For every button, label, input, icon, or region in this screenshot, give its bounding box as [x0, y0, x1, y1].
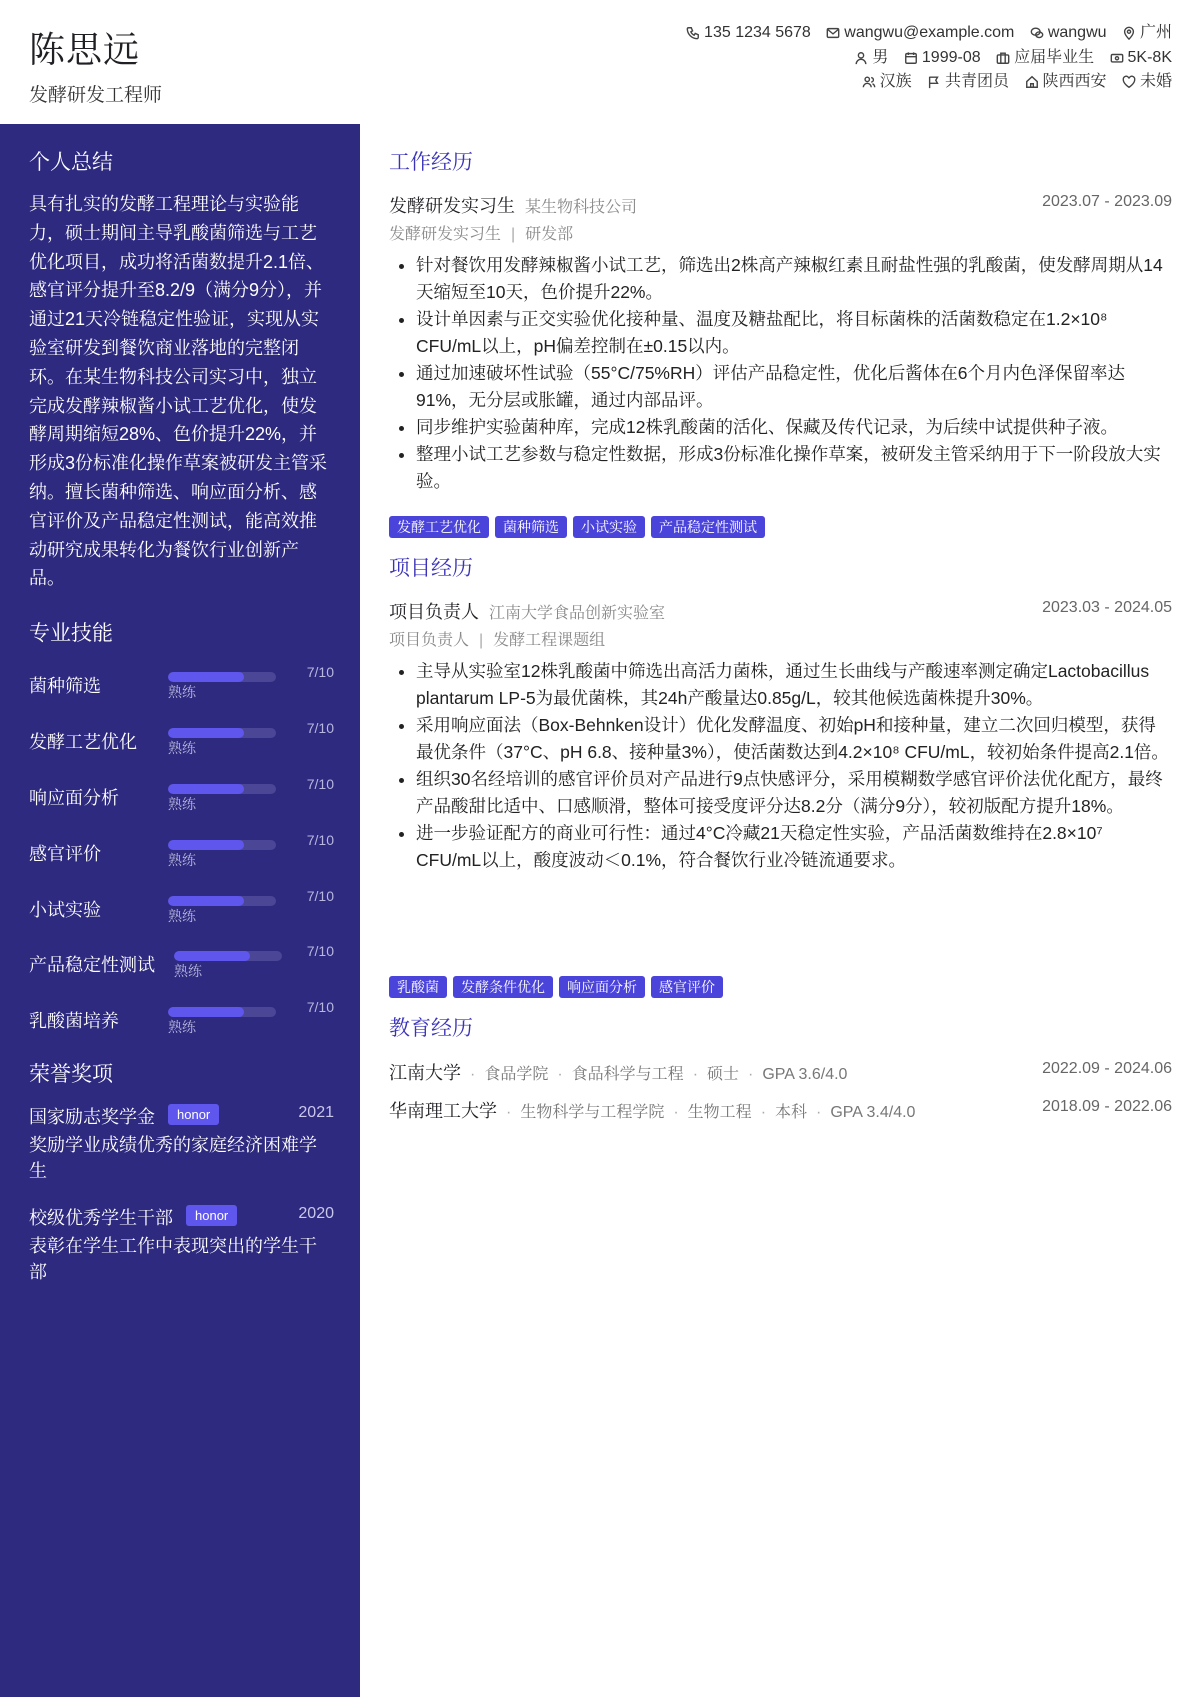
wechat-text: wangwu — [1047, 24, 1107, 41]
city-text: 广州 — [1139, 24, 1172, 41]
mail-icon — [826, 26, 840, 40]
summary-section-title: 个人总结 — [29, 151, 113, 174]
skill-bar — [168, 672, 276, 682]
skill-tag: 菌种筛选 — [495, 516, 567, 538]
separator-dot: · — [506, 1104, 512, 1121]
list-item: • 主导从实验室12株乳酸菌中筛选出高活力菌株，通过生长曲线与产酸速率测定确定Lactobacillus plantarum LP-5为最优菌株，其24h产酸量达0.85g/L，较其他候选菌株提升30%。 — [416, 658, 1172, 712]
birth-item — [904, 46, 981, 70]
skill-tag: 小试实验 — [573, 516, 645, 538]
work-bullets — [389, 252, 1172, 495]
list-item: • 通过加速破坏性试验（55°C/75%RH）评估产品稳定性，优化后酱体在6个月内色泽保留率达91%，无分层或胀罐，通过内部品评。 — [416, 360, 1172, 414]
skill-score: 7/10 — [306, 776, 334, 792]
skill-name: 小试实验 — [29, 900, 101, 920]
skill-bar — [168, 1007, 276, 1017]
skill-bar-fill — [168, 672, 244, 682]
skill-bar-fill — [168, 728, 244, 738]
honor-name: 国家励志奖学金 — [29, 1107, 155, 1127]
skill-tag: 乳酸菌 — [389, 976, 447, 998]
gender-item — [854, 46, 888, 70]
ethnicity-item — [862, 70, 912, 94]
work-entry-sub — [389, 221, 573, 244]
skill-name: 菌种筛选 — [29, 676, 101, 696]
project-sep: | — [479, 632, 484, 649]
separator-dot: · — [816, 1104, 822, 1121]
list-item: • 进一步验证配方的商业可行性：通过4°C冷藏21天稳定性实验，产品活菌数维持在2.8×10⁷ CFU/mL以上，酸度波动＜0.1%，符合餐饮行业冷链流通要求。 — [416, 820, 1172, 874]
heart-icon — [1122, 75, 1136, 89]
work-entry-header — [389, 192, 1172, 218]
candidate-name: 陈思远 — [29, 29, 141, 70]
separator-dot: · — [748, 1066, 754, 1083]
job-title: 发酵研发工程师 — [29, 85, 163, 106]
phone-icon — [686, 26, 700, 40]
skill-bar-fill — [168, 840, 244, 850]
skills-section-title: 专业技能 — [29, 622, 113, 645]
skill-score: 7/10 — [306, 999, 334, 1015]
status-item — [996, 46, 1094, 70]
gpa: GPA 3.4/4.0 — [830, 1104, 916, 1121]
skill-level: 熟练 — [174, 963, 202, 979]
city-item — [1122, 21, 1172, 45]
work-role: 发酵研发实习生 — [389, 196, 515, 216]
skill-level: 熟练 — [168, 908, 196, 924]
list-item: • 针对餐饮用发酵辣椒酱小试工艺，筛选出2株高产辣椒红素且耐盐性强的乳酸菌，使发酵周期从14天缩短至10天，色价提升22%。 — [416, 252, 1172, 306]
phone-text: 135 1234 5678 — [704, 24, 811, 41]
politics-item — [927, 70, 1009, 94]
work-tags — [389, 516, 771, 538]
skill-level: 熟练 — [168, 684, 196, 700]
skill-name: 感官评价 — [29, 844, 101, 864]
skill-score: 7/10 — [306, 832, 334, 848]
separator-dot: · — [673, 1104, 679, 1121]
project-org: 江南大学食品创新实验室 — [489, 605, 666, 622]
skill-bar-fill — [168, 784, 244, 794]
skill-level: 熟练 — [168, 1019, 196, 1035]
project-bullets — [389, 658, 1172, 874]
degree: 本科 — [775, 1104, 808, 1121]
project-dept: 发酵工程课题组 — [493, 632, 606, 649]
email-text: wangwu@example.com — [844, 24, 1015, 41]
phone-item[interactable] — [686, 21, 811, 45]
separator-dot: · — [692, 1066, 699, 1083]
calendar-icon — [904, 51, 918, 65]
separator-dot: · — [557, 1066, 563, 1083]
honor-year: 2020 — [298, 1205, 334, 1222]
school-name: 华南理工大学 — [389, 1101, 497, 1121]
politics-text: 共青团员 — [945, 73, 1010, 90]
list-item: • 采用响应面法（Box-Behnken设计）优化发酵温度、初始pH和接种量，建立二次回归模型，获得最优条件（37°C、pH 6.8、接种量3%），使活菌数达到4.2×10⁸ CFU/mL，较初始条件提高2.1倍。 — [416, 712, 1172, 766]
skill-item — [29, 720, 334, 770]
gender-text: 男 — [872, 48, 889, 66]
education-item — [389, 1059, 1172, 1085]
sidebar — [0, 124, 360, 1697]
skill-tag: 感官评价 — [651, 976, 723, 998]
skill-bar — [168, 784, 276, 794]
list-item: • 组织30名经培训的感官评价员对产品进行9点快感评分，采用模糊数学感官评价法优化配方，最终产品酸甜比适中、口感顺滑，整体可接受度评分达8.2分（满分9分），较初版配方提升18%。 — [416, 766, 1172, 820]
skill-item — [29, 664, 334, 714]
marital-text: 未婚 — [1139, 73, 1172, 90]
skill-name: 响应面分析 — [29, 788, 119, 808]
skill-tag: 发酵条件优化 — [453, 976, 553, 998]
degree: 硕士 — [707, 1066, 740, 1083]
separator-dot: · — [470, 1066, 476, 1083]
list-item: • 设计单因素与正交实验优化接种量、温度及糖盐配比，将目标菌株的活菌数稳定在1.2×10⁸ CFU/mL以上，pH偏差控制在±0.15以内。 — [416, 306, 1172, 360]
skill-bar — [174, 951, 282, 961]
briefcase-icon — [996, 51, 1010, 65]
honor-desc: 奖励学业成绩优秀的家庭经济困难学生 — [29, 1135, 317, 1181]
skill-item — [29, 832, 334, 882]
skill-tag: 响应面分析 — [559, 976, 645, 998]
project-tags — [389, 976, 729, 998]
education-date: 2018.09 - 2022.06 — [1042, 1098, 1172, 1115]
project-entry-header — [389, 598, 1172, 624]
home-icon — [1025, 75, 1039, 89]
wechat-icon — [1030, 26, 1044, 40]
skill-tag: 发酵工艺优化 — [389, 516, 489, 538]
project-date: 2023.03 - 2024.05 — [1042, 599, 1172, 616]
skill-item — [29, 888, 334, 938]
status-text: 应届毕业生 — [1014, 48, 1095, 66]
contact-info — [675, 21, 1172, 95]
work-company: 某生物科技公司 — [525, 199, 638, 216]
skill-level: 熟练 — [168, 852, 196, 868]
honor-tag: honor — [168, 1104, 219, 1125]
skill-bar-fill — [174, 951, 250, 961]
wechat-item[interactable] — [1030, 21, 1107, 45]
hometown-text: 陕西西安 — [1042, 73, 1107, 90]
people-icon — [862, 75, 876, 89]
separator-dot: · — [760, 1104, 767, 1121]
skill-name: 乳酸菌培养 — [29, 1011, 119, 1031]
skill-name: 产品稳定性测试 — [29, 955, 155, 975]
flag-icon — [927, 75, 941, 89]
user-icon — [854, 51, 868, 65]
work-date: 2023.07 - 2023.09 — [1042, 193, 1172, 210]
skill-score: 7/10 — [306, 720, 334, 736]
hometown-item — [1025, 70, 1107, 94]
work-dept: 研发部 — [525, 226, 574, 243]
location-icon — [1122, 26, 1136, 40]
education-item — [389, 1097, 1172, 1123]
honor-desc: 表彰在学生工作中表现突出的学生干部 — [29, 1236, 317, 1282]
honor-name: 校级优秀学生干部 — [29, 1208, 173, 1228]
work-sep: | — [511, 226, 516, 243]
skill-bar — [168, 840, 276, 850]
work-section-title: 工作经历 — [389, 151, 473, 174]
skill-item — [29, 943, 334, 993]
education-date: 2022.09 - 2024.06 — [1042, 1060, 1172, 1077]
list-item: • 整理小试工艺参数与稳定性数据，形成3份标准化操作草案，被研发主管采纳用于下一阶段放大实验。 — [416, 441, 1172, 495]
school-name: 江南大学 — [389, 1063, 461, 1083]
education-section-title: 教育经历 — [389, 1017, 473, 1040]
skill-level: 熟练 — [168, 796, 196, 812]
birth-text: 1999-08 — [921, 48, 981, 66]
email-item[interactable] — [826, 21, 1014, 45]
skill-bar-fill — [168, 1007, 244, 1017]
gpa: GPA 3.6/4.0 — [762, 1066, 848, 1083]
skill-bar-fill — [168, 896, 244, 906]
major: 食品科学与工程 — [571, 1066, 684, 1083]
skill-tag: 产品稳定性测试 — [651, 516, 765, 538]
project-position: 项目负责人 — [389, 632, 470, 649]
skill-item — [29, 776, 334, 826]
honor-tag: honor — [186, 1205, 237, 1226]
skill-name: 发酵工艺优化 — [29, 732, 137, 752]
skill-level: 熟练 — [168, 740, 196, 756]
skill-score: 7/10 — [306, 888, 334, 904]
college: 食品学院 — [484, 1066, 549, 1083]
skill-bar — [168, 728, 276, 738]
marital-item — [1122, 70, 1172, 94]
skill-score: 7/10 — [306, 664, 334, 680]
project-section-title: 项目经历 — [389, 557, 473, 580]
ethnicity-text: 汉族 — [879, 73, 912, 90]
major: 生物工程 — [687, 1104, 752, 1121]
list-item: • 同步维护实验菌种库，完成12株乳酸菌的活化、保藏及传代记录，为后续中试提供种子液。 — [416, 414, 1172, 441]
salary-item — [1110, 46, 1172, 70]
resume-header — [0, 0, 1200, 124]
honors-section-title: 荣誉奖项 — [29, 1063, 113, 1086]
project-role: 项目负责人 — [389, 602, 479, 622]
skill-score: 7/10 — [306, 943, 334, 959]
skill-item — [29, 999, 334, 1049]
college: 生物科学与工程学院 — [520, 1104, 665, 1121]
summary-text: 具有扎实的发酵工程理论与实验能力，硕士期间主导乳酸菌筛选与工艺优化项目，成功将活菌数提升2.1倍、感官评分提升至8.2/9（满分9分），并通过21天冷链稳定性验证，实现从实验室研发到餐饮商业落地的完整闭环。在某生物科技公司实习中，独立完成发酵辣椒酱小试工艺优化，使发酵周期缩短28%、色价提升22%，并形成3份标准化操作草案被研发主管采纳。擅长菌种筛选、响应面分析、感官评价及产品稳定性测试，能高效推动研究成果转化为餐饮行业创新产品。 — [29, 194, 328, 589]
skill-bar — [168, 896, 276, 906]
money-icon — [1110, 51, 1124, 65]
honor-year: 2021 — [298, 1104, 334, 1121]
salary-text: 5K-8K — [1127, 48, 1172, 66]
work-position: 发酵研发实习生 — [389, 226, 502, 243]
project-entry-sub — [389, 627, 605, 650]
